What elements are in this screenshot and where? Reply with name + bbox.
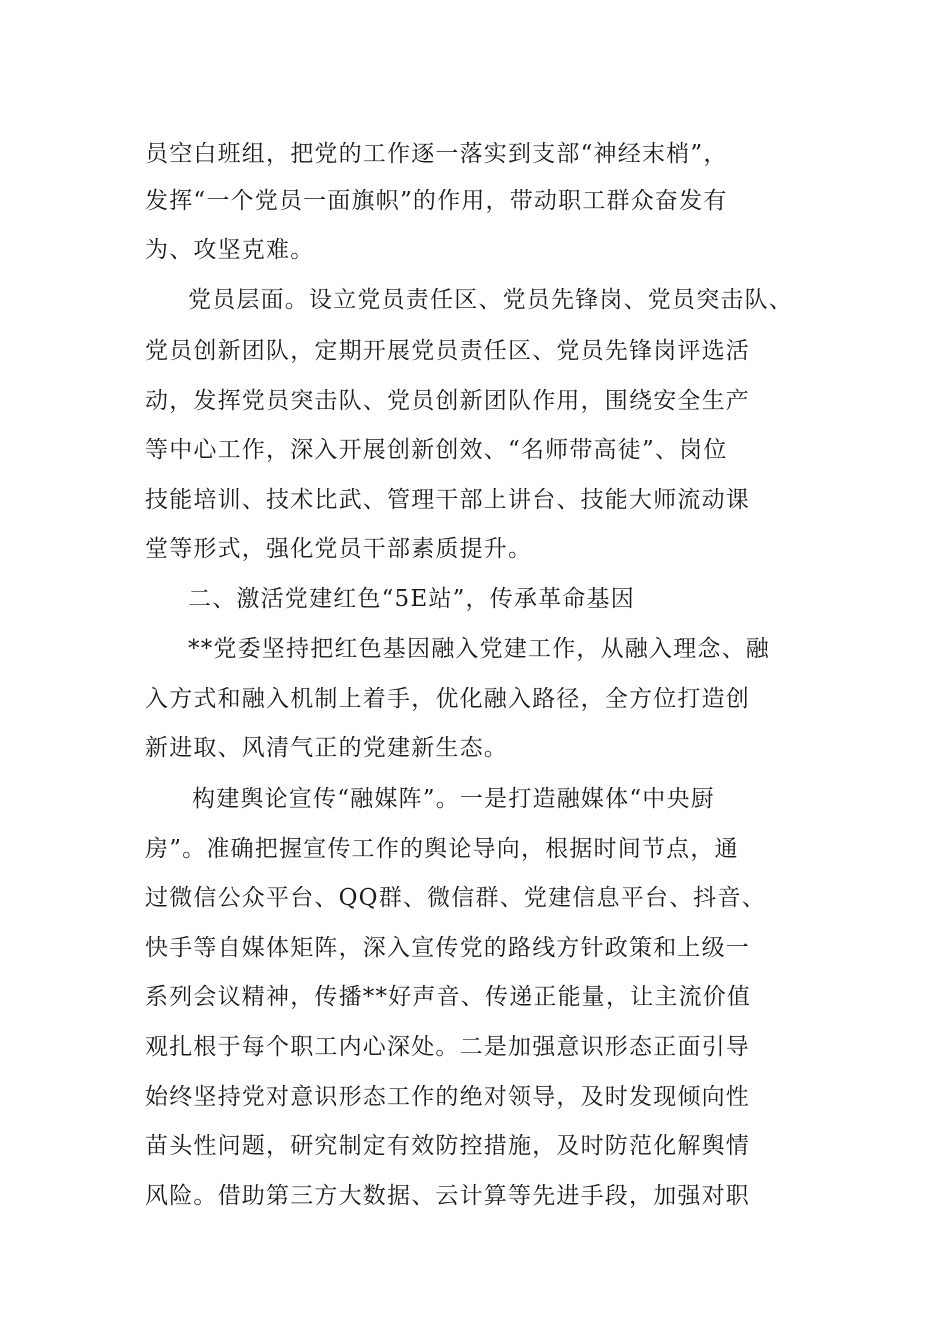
text-line: 新进取、风清气正的党建新生态。 [145,735,508,761]
text-line: 党员创新团队，定期开展党员责任区、党员先锋岗评选活 [145,338,750,364]
text-line: 房”。准确把握宣传工作的舆论导向，根据时间节点，通 [145,836,739,862]
text-line: 系列会议精神，传播**好声音、传递正能量，让主流价值 [145,984,752,1010]
text-line: 技能培训、技术比武、管理干部上讲台、技能大师流动课 [145,487,750,513]
text-line: 始终坚持党对意识形态工作的绝对领导，及时发现倾向性 [145,1084,750,1110]
text-line: 等中心工作，深入开展创新创效、“名师带高徒”、岗位 [145,437,728,463]
text-line: **党委坚持把红色基因融入党建工作，从融入理念、融 [188,636,770,662]
text-line: 动，发挥党员突击队、党员创新团队作用，围绕安全生产 [145,388,750,414]
text-line: 观扎根于每个职工内心深处。二是加强意识形态正面引导 [145,1034,750,1060]
text-line: 过微信公众平台、QQ群、微信群、党建信息平台、抖音、 [145,885,766,911]
text-line: 快手等自媒体矩阵，深入宣传党的路线方针政策和上级一 [145,935,750,961]
text-line: 党员层面。设立党员责任区、党员先锋岗、党员突击队、 [188,287,793,313]
text-line: 发挥“一个党员一面旗帜”的作用，带动职工群众奋发有 [145,188,728,214]
text-line: 风险。借助第三方大数据、云计算等先进手段，加强对职 [145,1183,750,1209]
text-line: 堂等形式，强化党员干部素质提升。 [145,536,533,562]
text-line: 员空白班组，把党的工作逐一落实到支部“神经末梢”， [145,141,728,167]
text-line: 为、攻坚克难。 [145,237,315,263]
text-line: 构建舆论宣传“融媒阵”。一是打造融媒体“中央厨 [192,786,715,812]
text-line: 苗头性问题，研究制定有效防控措施，及时防范化解舆情 [145,1133,750,1159]
section-heading: 二、激活党建红色“5E站”，传承革命基因 [188,586,635,612]
text-line: 入方式和融入机制上着手，优化融入路径，全方位打造创 [145,686,750,712]
